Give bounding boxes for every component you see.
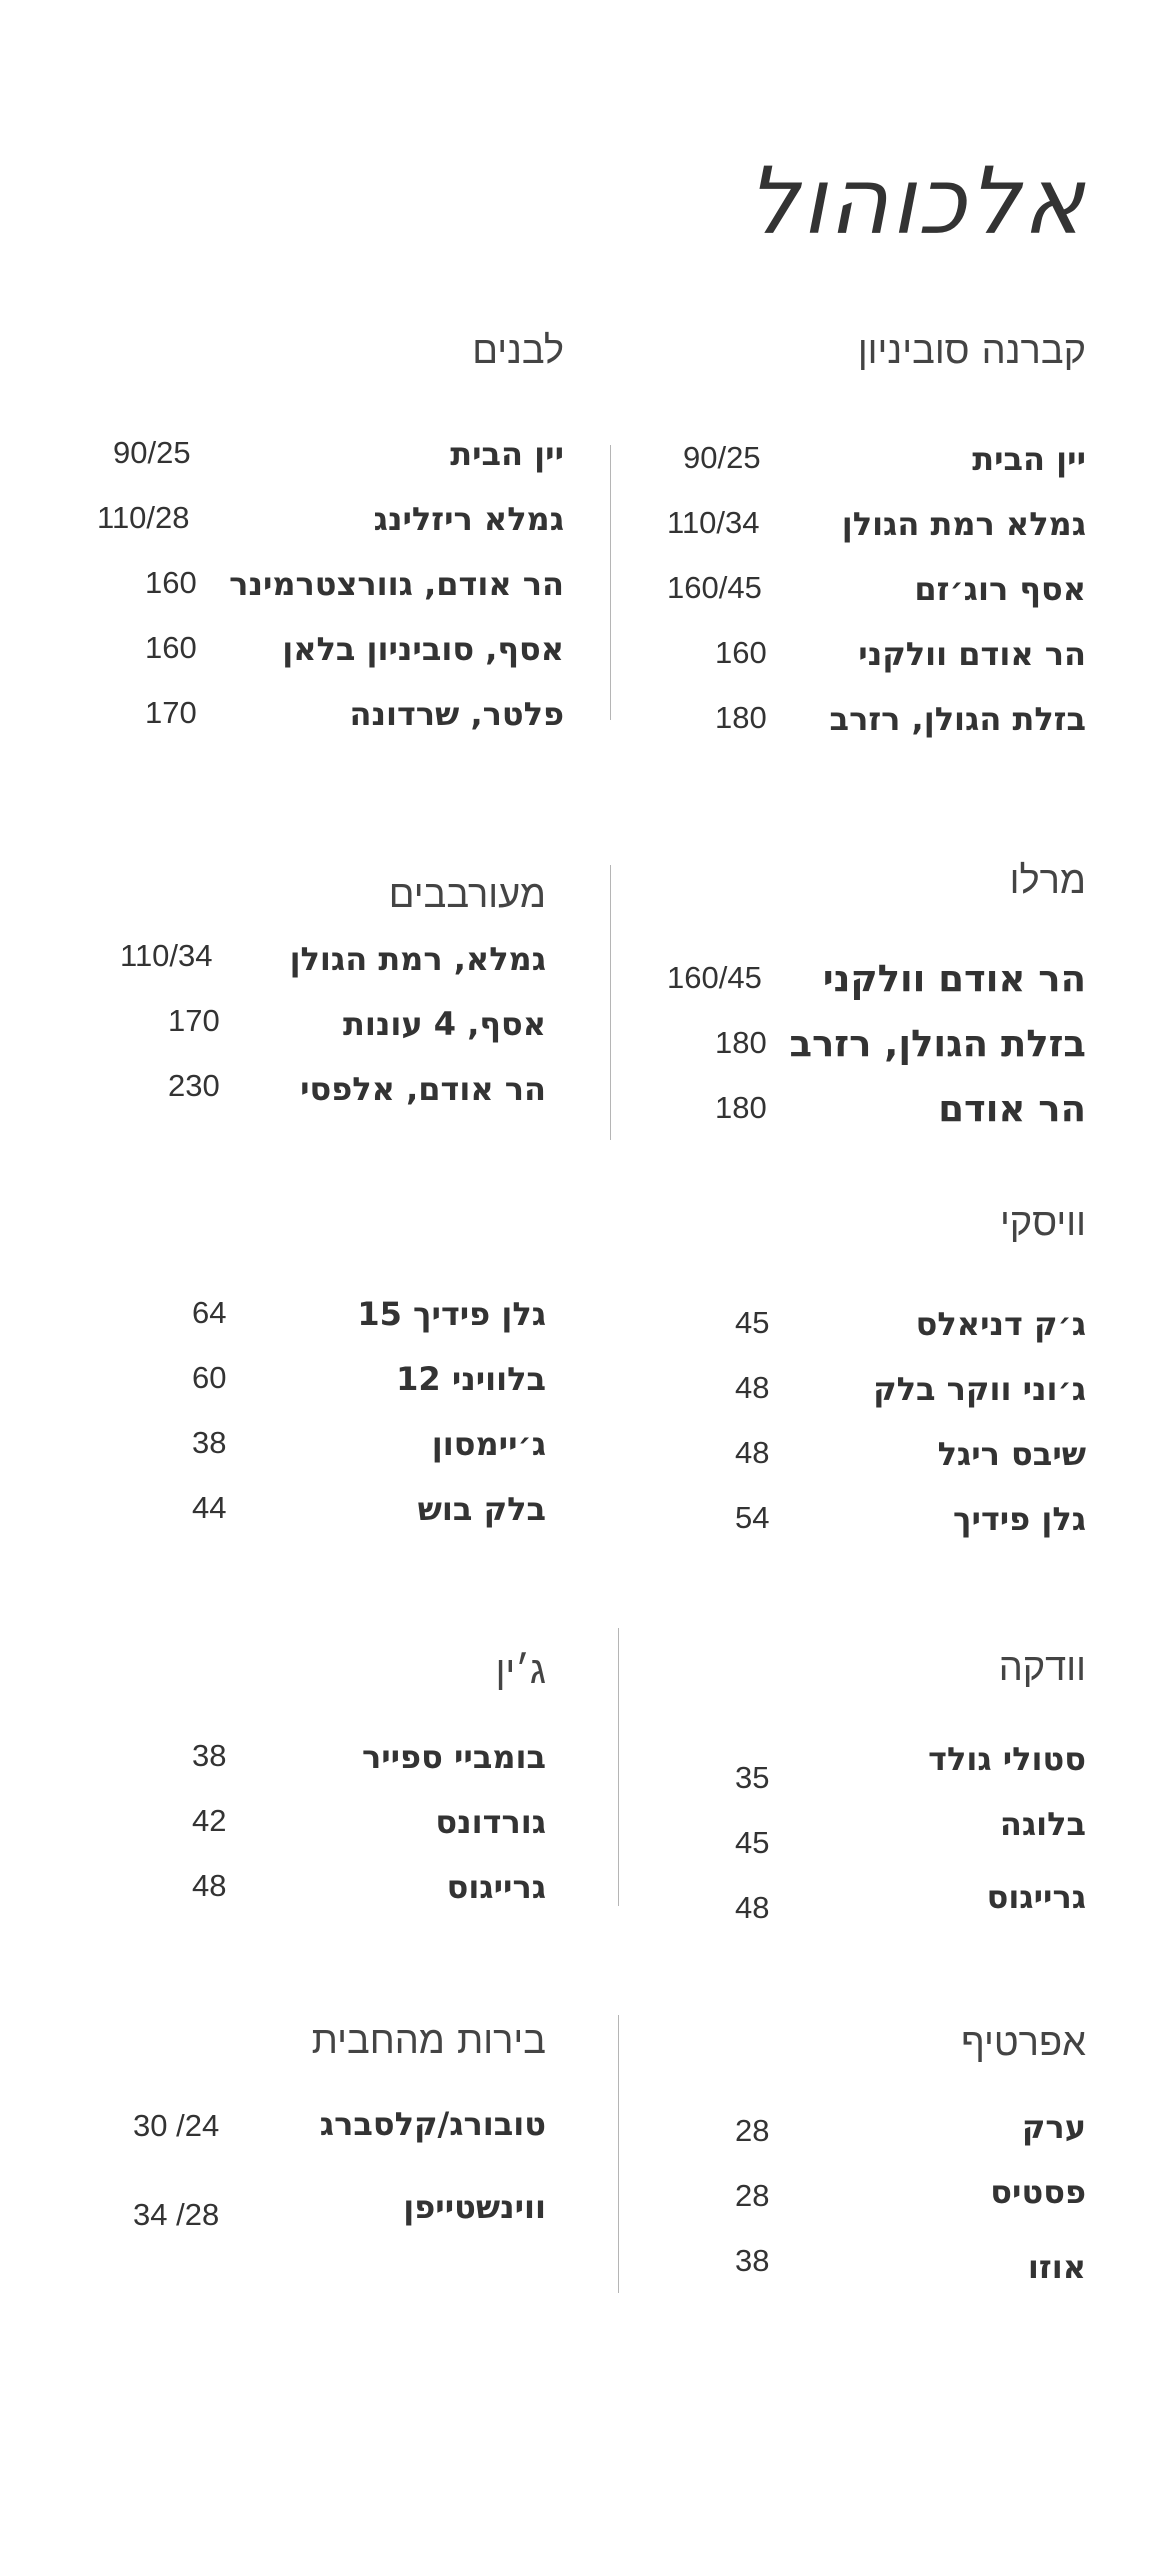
menu-item-name: גמלא ריזלינג — [373, 500, 564, 538]
menu-item-price: 160 — [145, 565, 197, 600]
menu-item-price: 110/34 — [667, 505, 760, 540]
menu-item-price: 230 — [168, 1068, 220, 1103]
section-heading-whisky: וויסקי — [999, 1200, 1086, 1244]
menu-item-price: 180 — [715, 1090, 767, 1125]
menu-item-price: 28 — [735, 2113, 770, 2148]
menu-item-name: הר אודם, גוורצטרמינר — [229, 565, 564, 603]
menu-item-name: אסף, 4 עונות — [343, 1005, 546, 1043]
menu-item-name: הר אודם — [938, 1087, 1086, 1130]
menu-item-price: 160 — [715, 635, 767, 670]
column-divider — [610, 445, 611, 720]
menu-item-price: 38 — [192, 1425, 227, 1460]
menu-item-name: פסטיס — [990, 2173, 1086, 2211]
menu-item-name: ג׳יימסון — [431, 1425, 546, 1463]
menu-item-name: ג׳ק דניאלס — [915, 1305, 1086, 1343]
menu-item-price: 45 — [735, 1305, 770, 1340]
menu-item-name: יין הבית — [450, 435, 564, 473]
page-title: אלכוהול — [747, 148, 1086, 255]
menu-item-price: 42 — [192, 1803, 227, 1838]
menu-item-name: גלן פידיך — [953, 1500, 1086, 1538]
menu-item-price: 180 — [715, 1025, 767, 1060]
menu-item-name: אסף רוג׳זם — [914, 570, 1086, 608]
menu-item-name: בלוויני 12 — [396, 1360, 546, 1398]
menu-item-name: ג׳וני ווקר בלק — [873, 1370, 1086, 1408]
section-heading-beer: בירות מהחבית — [311, 2018, 546, 2062]
menu-item-name: גרייגוס — [986, 1878, 1086, 1916]
menu-item-price: 64 — [192, 1295, 227, 1330]
menu-item-price: 35 — [735, 1760, 770, 1795]
column-divider — [618, 2015, 619, 2293]
menu-item-price: 28 — [735, 2178, 770, 2213]
menu-item-name: בזלת הגולן, רזרב — [829, 700, 1086, 738]
menu-item-price: 38 — [735, 2243, 770, 2278]
menu-item-price: 34 /28 — [133, 2197, 220, 2232]
menu-item-name: הר אודם, אלפסי — [300, 1070, 546, 1108]
column-divider — [610, 865, 611, 1140]
menu-item-price: 48 — [192, 1868, 227, 1903]
menu-item-price: 170 — [168, 1003, 220, 1038]
section-heading-whites: לבנים — [472, 328, 564, 372]
menu-item-price: 90/25 — [113, 435, 191, 470]
menu-item-name: אוזו — [1027, 2248, 1086, 2286]
menu-item-name: יין הבית — [972, 440, 1086, 478]
menu-item-name: בומביי ספייר — [361, 1738, 546, 1776]
menu-item-name: הר אודם וולקני — [822, 957, 1086, 1000]
menu-item-price: 30 /24 — [133, 2108, 220, 2143]
section-heading-gin: ג׳ין — [495, 1648, 546, 1692]
menu-item-price: 60 — [192, 1360, 227, 1395]
menu-item-price: 48 — [735, 1890, 770, 1925]
menu-item-price: 54 — [735, 1500, 770, 1535]
menu-item-name: גרייגוס — [446, 1868, 546, 1906]
menu-item-price: 160/45 — [667, 570, 762, 605]
menu-item-name: ערק — [1021, 2108, 1086, 2146]
menu-item-price: 110/28 — [97, 500, 190, 535]
menu-item-price: 45 — [735, 1825, 770, 1860]
menu-item-price: 48 — [735, 1370, 770, 1405]
menu-item-price: 180 — [715, 700, 767, 735]
menu-item-name: סטולי גולד — [928, 1740, 1086, 1778]
menu-item-price: 160 — [145, 630, 197, 665]
section-heading-vodka: וודקה — [998, 1645, 1086, 1689]
menu-item-name: ווינשטייפן — [403, 2188, 546, 2226]
menu-item-name: גמלא, רמת הגולן — [289, 940, 546, 978]
menu-item-name: פלטר, שרדונה — [349, 695, 564, 733]
section-heading-merlot: מרלו — [1009, 858, 1086, 902]
menu-item-name: בזלת הגולן, רזרב — [789, 1022, 1086, 1065]
menu-item-name: גמלא רמת הגולן — [841, 505, 1086, 543]
menu-item-name: בלק בוש — [417, 1490, 546, 1528]
menu-item-price: 160/45 — [667, 960, 762, 995]
menu-item-price: 48 — [735, 1435, 770, 1470]
menu-item-name: הר אודם וולקני — [858, 635, 1086, 673]
menu-item-price: 90/25 — [683, 440, 761, 475]
menu-item-name: אסף, סוביניון בלאן — [282, 630, 564, 668]
section-heading-blends: מעורבבים — [388, 872, 546, 916]
menu-item-price: 110/34 — [120, 938, 213, 973]
menu-item-name: טובורג/קלסברג — [319, 2105, 546, 2143]
column-divider — [618, 1628, 619, 1906]
menu-item-name: גלן פידיך 15 — [357, 1295, 546, 1333]
menu-item-price: 44 — [192, 1490, 227, 1525]
menu-item-name: גורדונס — [435, 1803, 546, 1841]
menu-item-name: בלוגה — [999, 1805, 1086, 1843]
menu-item-price: 170 — [145, 695, 197, 730]
menu-item-name: שיבס ריגל — [937, 1435, 1086, 1473]
section-heading-aperitif: אפרטיף — [961, 2020, 1086, 2064]
menu-item-price: 38 — [192, 1738, 227, 1773]
section-heading-cabernet: קברנה סוביניון — [857, 328, 1086, 372]
